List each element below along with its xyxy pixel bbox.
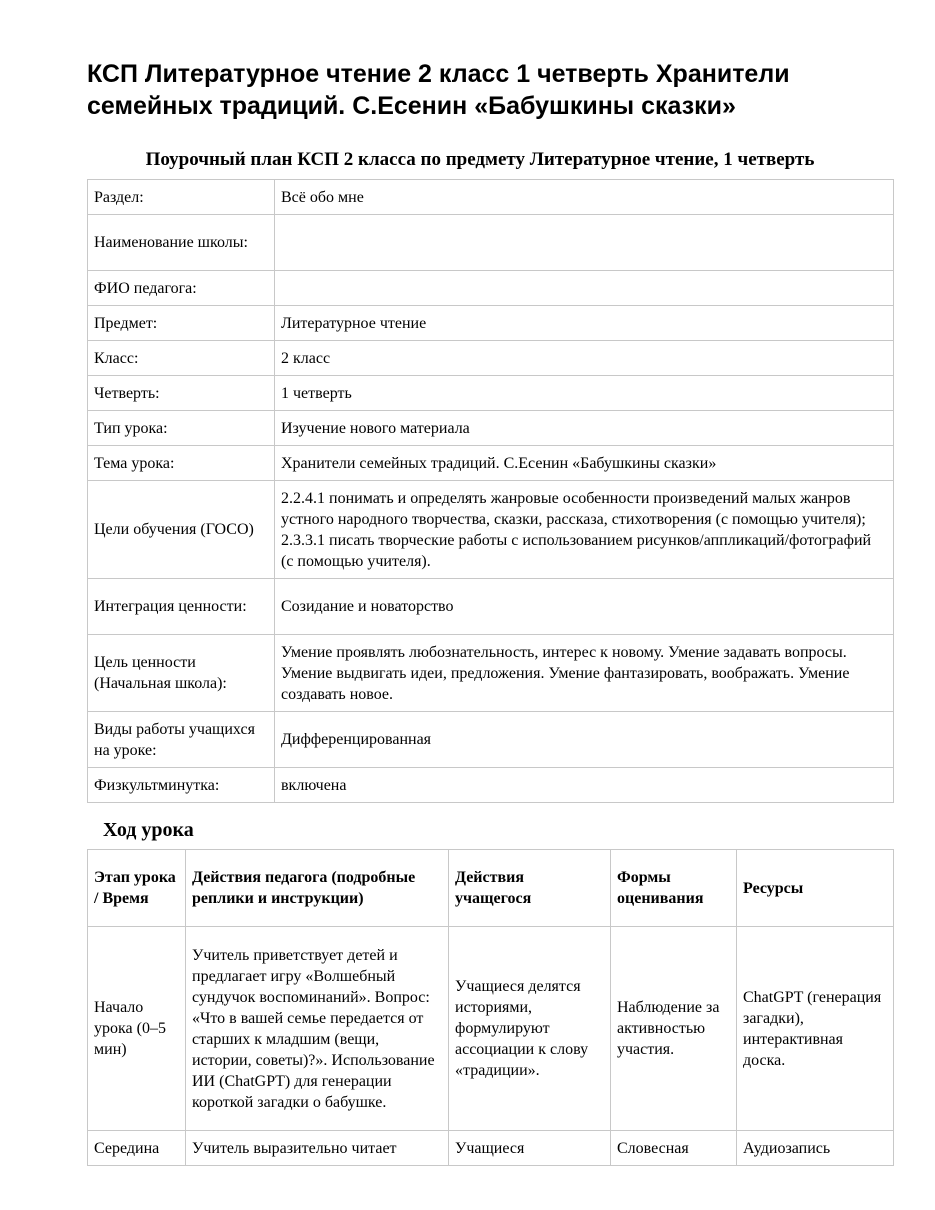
row-value: Созидание и новаторство	[275, 579, 894, 635]
assessment-cell: Словесная	[611, 1131, 737, 1166]
row-value: Изучение нового материала	[275, 411, 894, 446]
stage-cell: Начало урока (0–5 мин)	[88, 927, 186, 1131]
row-label: Виды работы учащихся на уроке:	[88, 712, 275, 768]
column-header-assessment: Формы оценивания	[611, 850, 737, 927]
row-label: Предмет:	[88, 306, 275, 341]
row-label: ФИО педагога:	[88, 271, 275, 306]
row-value: Умение проявлять любознательность, интерес к новому. Умение задавать вопросы. Умение выдвигать идеи, предложения. Умение фантазировать, воображать. Умение создавать новое.	[275, 635, 894, 712]
lesson-progress-table	[87, 849, 894, 1166]
table-row	[88, 481, 894, 579]
table-row	[88, 180, 894, 215]
table-row	[88, 271, 894, 306]
row-label: Четверть:	[88, 376, 275, 411]
teacher-actions-cell: Учитель приветствует детей и предлагает игру «Волшебный сундучок воспоминаний». Вопрос: «Что в вашей семье передается от старших к младшим (вещи, истории, советы)?». Использование ИИ (ChatGPT) для генерации короткой загадки о бабушке.	[186, 927, 449, 1131]
student-actions-cell: Учащиеся делятся историями, формулируют ассоциации к слову «традиции».	[449, 927, 611, 1131]
column-header-stage: Этап урока / Время	[88, 850, 186, 927]
row-value: 1 четверть	[275, 376, 894, 411]
row-value: Хранители семейных традиций. С.Есенин «Бабушкины сказки»	[275, 446, 894, 481]
table-row	[88, 768, 894, 803]
row-label: Наименование школы:	[88, 215, 275, 271]
column-header-student-actions: Действия учащегося	[449, 850, 611, 927]
row-value	[275, 271, 894, 306]
plan-heading: Поурочный план КСП 2 класса по предмету Литературное чтение, 1 четверть	[145, 149, 815, 170]
table-row	[88, 215, 894, 271]
column-header-teacher-actions: Действия педагога (подробные реплики и инструкции)	[186, 850, 449, 927]
column-header-resources: Ресурсы	[737, 850, 894, 927]
table-row	[88, 306, 894, 341]
row-label: Цели обучения (ГОСО)	[88, 481, 275, 579]
table-header-row	[88, 850, 894, 927]
row-label: Тема урока:	[88, 446, 275, 481]
teacher-actions-cell: Учитель выразительно читает	[186, 1131, 449, 1166]
table-row	[88, 411, 894, 446]
row-label: Цель ценности (Начальная школа):	[88, 635, 275, 712]
resources-cell: Аудиозапись	[737, 1131, 894, 1166]
row-label: Интеграция ценности:	[88, 579, 275, 635]
row-value: 2 класс	[275, 341, 894, 376]
row-value: Всё обо мне	[275, 180, 894, 215]
assessment-cell: Наблюдение за активностью участия.	[611, 927, 737, 1131]
row-label: Раздел:	[88, 180, 275, 215]
student-actions-cell: Учащиеся	[449, 1131, 611, 1166]
lesson-progress-heading: Ход урока	[103, 819, 194, 841]
row-label: Класс:	[88, 341, 275, 376]
table-row	[88, 927, 894, 1131]
row-value: включена	[275, 768, 894, 803]
row-label: Физкультминутка:	[88, 768, 275, 803]
lesson-plan-table	[87, 179, 894, 803]
resources-cell: ChatGPT (генерация загадки), интерактивная доска.	[737, 927, 894, 1131]
table-row	[88, 446, 894, 481]
table-row	[88, 635, 894, 712]
row-label: Тип урока:	[88, 411, 275, 446]
table-row	[88, 712, 894, 768]
table-row	[88, 376, 894, 411]
table-row	[88, 1131, 894, 1166]
document-title: КСП Литературное чтение 2 класс 1 четверть Хранители семейных традиций. С.Есенин «Бабушкины сказки»	[87, 60, 790, 120]
table-row	[88, 341, 894, 376]
table-row	[88, 579, 894, 635]
row-value: 2.2.4.1 понимать и определять жанровые особенности произведений малых жанров устного народного творчества, сказки, рассказа, стихотворения (с помощью учителя); 2.3.3.1 писать творческие работы с использованием рисунков/аппликаций/фотографий (с помощью учителя).	[275, 481, 894, 579]
row-value: Литературное чтение	[275, 306, 894, 341]
row-value: Дифференцированная	[275, 712, 894, 768]
row-value	[275, 215, 894, 271]
stage-cell: Середина	[88, 1131, 186, 1166]
